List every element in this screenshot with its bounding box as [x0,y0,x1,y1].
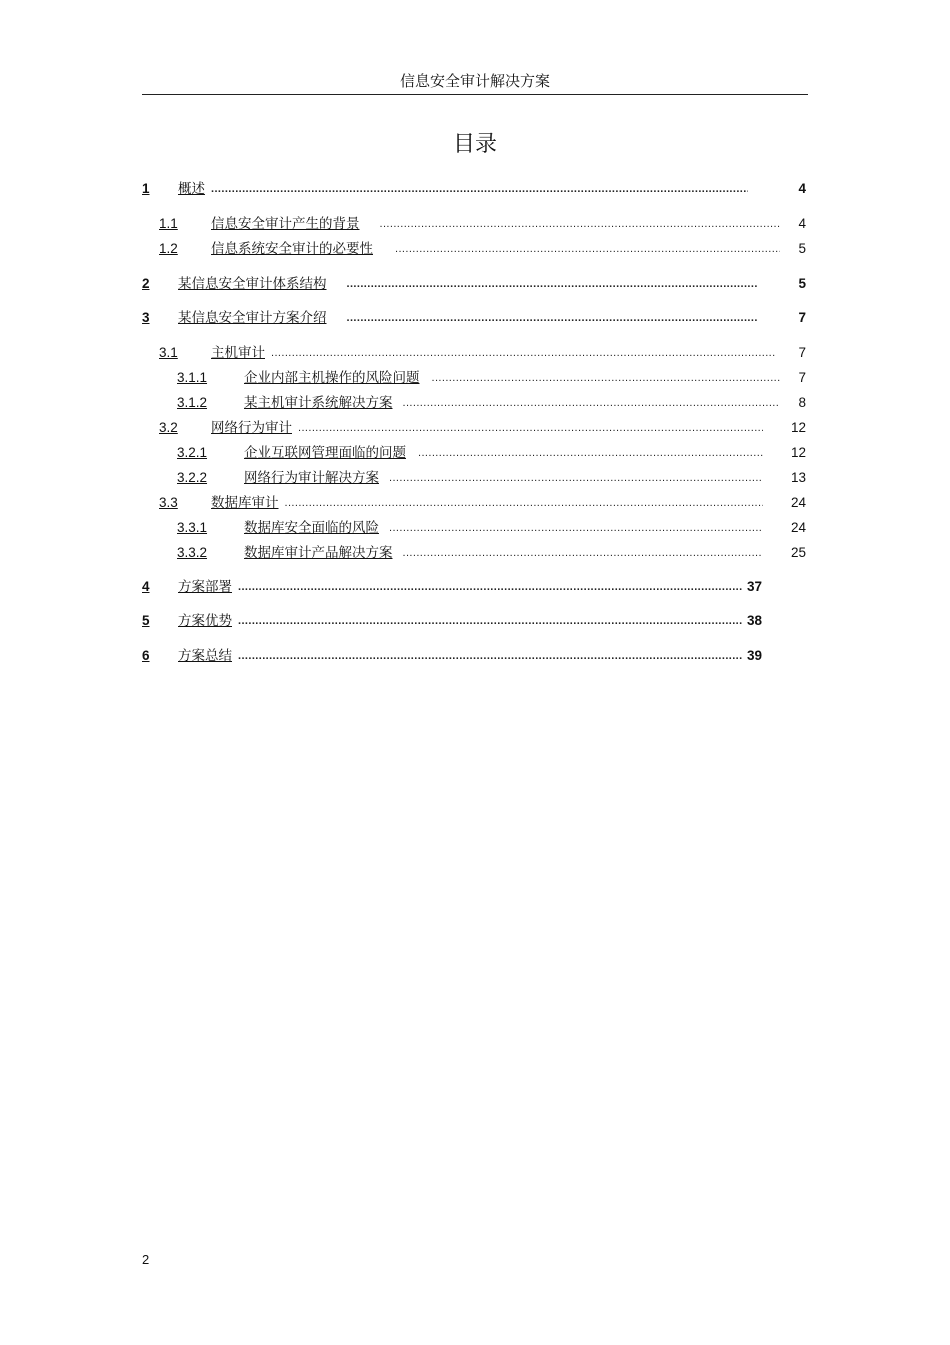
page-number: 2 [142,1252,150,1267]
toc-entry-page: 4 [798,181,806,196]
toc-entry-title: 方案总结 [178,648,232,664]
toc-entry-page: 13 [790,470,806,485]
toc-entry-number: 5 [142,613,150,628]
toc-entry-3[interactable] [142,309,806,327]
toc-leader-dots [347,311,759,325]
toc-entry-3-1-1[interactable] [177,369,806,387]
toc-entry-title: 企业内部主机操作的风险问题 [244,370,420,386]
toc-leader-dots [395,242,780,256]
toc-entry-title: 企业互联网管理面临的问题 [244,445,406,461]
toc-entry-number: 2 [142,276,150,291]
toc-leader-dots [238,614,743,628]
toc-entry-page: 25 [790,545,806,560]
toc-entry-1[interactable] [142,180,806,198]
header-rule [142,94,808,95]
toc-leader-dots [211,182,748,196]
toc-entry-title: 概述 [178,181,205,197]
toc-entry-number: 3.1 [159,345,178,360]
toc-leader-dots [389,471,763,485]
toc-entry-page: 4 [798,216,806,231]
toc-entry-title: 方案优势 [178,613,232,629]
toc-entry-3-2-1[interactable] [177,444,806,462]
toc-entry-page: 24 [790,495,806,510]
toc-leader-dots [298,421,763,435]
toc-entry-page: 38 [746,613,762,628]
toc-entry-number: 3.1.1 [177,370,208,385]
toc-leader-dots [238,649,743,663]
toc-entry-page: 8 [798,395,806,410]
toc-entry-page: 24 [790,520,806,535]
toc-title: 目录 [452,132,497,157]
toc-entry-3-2[interactable] [159,419,806,437]
toc-leader-dots [238,580,743,594]
toc-entry-title: 方案部署 [178,579,232,595]
toc-entry-title: 某主机审计系统解决方案 [244,395,393,411]
toc-leader-dots [347,277,759,291]
toc-leader-dots [285,496,763,510]
toc-leader-dots [271,346,776,360]
toc-entry-page: 39 [746,648,762,663]
toc-entry-number: 3.2.2 [177,470,208,485]
toc-entry-number: 3.2 [159,420,178,435]
toc-entry-number: 1 [142,181,150,196]
toc-entry-title: 数据库审计产品解决方案 [244,545,393,561]
toc-entry-page: 37 [746,579,762,594]
toc-leader-dots [403,396,781,410]
toc-entry-4[interactable] [142,578,762,596]
toc-entry-number: 3.3.2 [177,545,208,560]
toc-entry-title: 网络行为审计解决方案 [244,470,379,486]
toc-leader-dots [403,546,763,560]
toc-entry-3-3[interactable] [159,494,806,512]
toc-entry-number: 3.3.1 [177,520,208,535]
toc-entry-title: 数据库审计 [211,495,279,511]
toc-entry-title: 主机审计 [211,345,265,361]
toc-entry-page: 5 [798,241,806,256]
toc-entry-page: 5 [798,276,806,291]
toc-entry-number: 1.1 [159,216,178,231]
toc-entry-number: 3 [142,310,150,325]
toc-entry-5[interactable] [142,612,762,630]
toc-entry-6[interactable] [142,647,762,665]
toc-entry-number: 1.2 [159,241,178,256]
toc-leader-dots [380,217,781,231]
toc-entry-page: 7 [798,370,806,385]
toc-entry-number: 3.2.1 [177,445,208,460]
toc-entry-1-2[interactable] [159,240,806,258]
toc-entry-3-1[interactable] [159,344,806,362]
toc-entry-number: 3.1.2 [177,395,208,410]
toc-entry-title: 网络行为审计 [211,420,292,436]
toc-entry-3-2-2[interactable] [177,469,806,487]
toc-entry-1-1[interactable] [159,215,806,233]
toc-entry-title: 数据库安全面临的风险 [244,520,379,536]
running-header: 信息安全审计解决方案 [399,72,550,90]
toc-entry-page: 12 [790,420,806,435]
toc-leader-dots [389,521,763,535]
toc-entry-number: 4 [142,579,150,594]
toc-entry-title: 信息安全审计产生的背景 [211,216,360,232]
toc-entry-2[interactable] [142,275,806,293]
toc-entry-page: 12 [790,445,806,460]
toc-leader-dots [418,446,763,460]
toc-entry-number: 6 [142,648,150,663]
toc-entry-title: 某信息安全审计方案介绍 [178,310,327,326]
toc-entry-number: 3.3 [159,495,178,510]
toc-entry-3-3-1[interactable] [177,519,806,537]
toc-entry-page: 7 [798,310,806,325]
toc-leader-dots [432,371,781,385]
toc-entry-title: 某信息安全审计体系结构 [178,276,327,292]
toc-entry-page: 7 [798,345,806,360]
toc-entry-3-3-2[interactable] [177,544,806,562]
toc-entry-3-1-2[interactable] [177,394,806,412]
toc-entry-title: 信息系统安全审计的必要性 [211,241,373,257]
